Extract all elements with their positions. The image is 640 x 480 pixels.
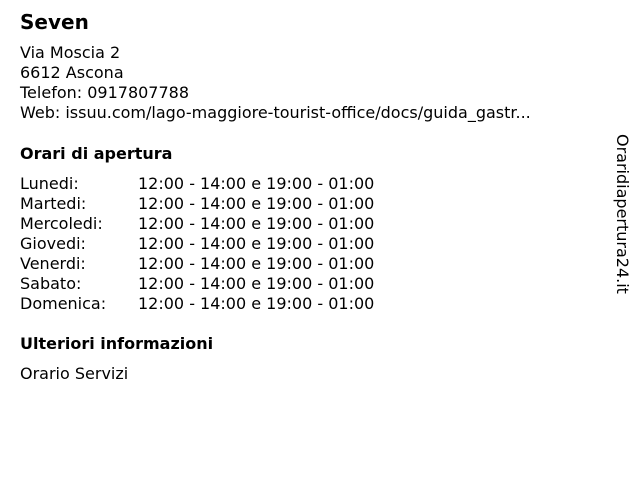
hours-row-thursday	[20, 234, 420, 254]
time-range: 12:00 - 14:00 e 19:00 - 01:00	[138, 234, 375, 253]
hours-row-saturday	[20, 274, 420, 294]
address-city: 6612 Ascona	[20, 63, 124, 82]
hours-row-monday	[20, 174, 420, 194]
day-label: Domenica:	[20, 294, 107, 313]
business-name: Seven	[20, 10, 89, 34]
hours-row-wednesday	[20, 214, 420, 234]
day-label: Martedi:	[20, 194, 87, 213]
opening-hours-table	[20, 174, 420, 314]
time-range: 12:00 - 14:00 e 19:00 - 01:00	[138, 214, 375, 233]
time-range: 12:00 - 14:00 e 19:00 - 01:00	[138, 174, 375, 193]
opening-hours-heading: Orari di apertura	[20, 144, 173, 163]
more-info-heading: Ulteriori informazioni	[20, 334, 214, 353]
hours-row-tuesday	[20, 194, 420, 214]
day-label: Lunedi:	[20, 174, 79, 193]
day-label: Sabato:	[20, 274, 82, 293]
phone-number[interactable]: Telefon: 0917807788	[20, 83, 190, 102]
business-contact	[20, 43, 531, 123]
more-info-text: Orario Servizi	[20, 364, 129, 383]
time-range: 12:00 - 14:00 e 19:00 - 01:00	[138, 294, 375, 313]
day-label: Mercoledi:	[20, 214, 103, 233]
time-range: 12:00 - 14:00 e 19:00 - 01:00	[138, 274, 375, 293]
hours-row-friday	[20, 254, 420, 274]
day-label: Giovedi:	[20, 234, 86, 253]
day-label: Venerdi:	[20, 254, 86, 273]
hours-row-sunday	[20, 294, 420, 314]
site-watermark: Oraridiapertura24.it	[613, 134, 632, 294]
time-range: 12:00 - 14:00 e 19:00 - 01:00	[138, 254, 375, 273]
website-link[interactable]: Web: issuu.com/lago-maggiore-tourist-office/docs/guida_gastr...	[20, 103, 531, 122]
address-street: Via Moscia 2	[20, 43, 121, 62]
time-range: 12:00 - 14:00 e 19:00 - 01:00	[138, 194, 375, 213]
